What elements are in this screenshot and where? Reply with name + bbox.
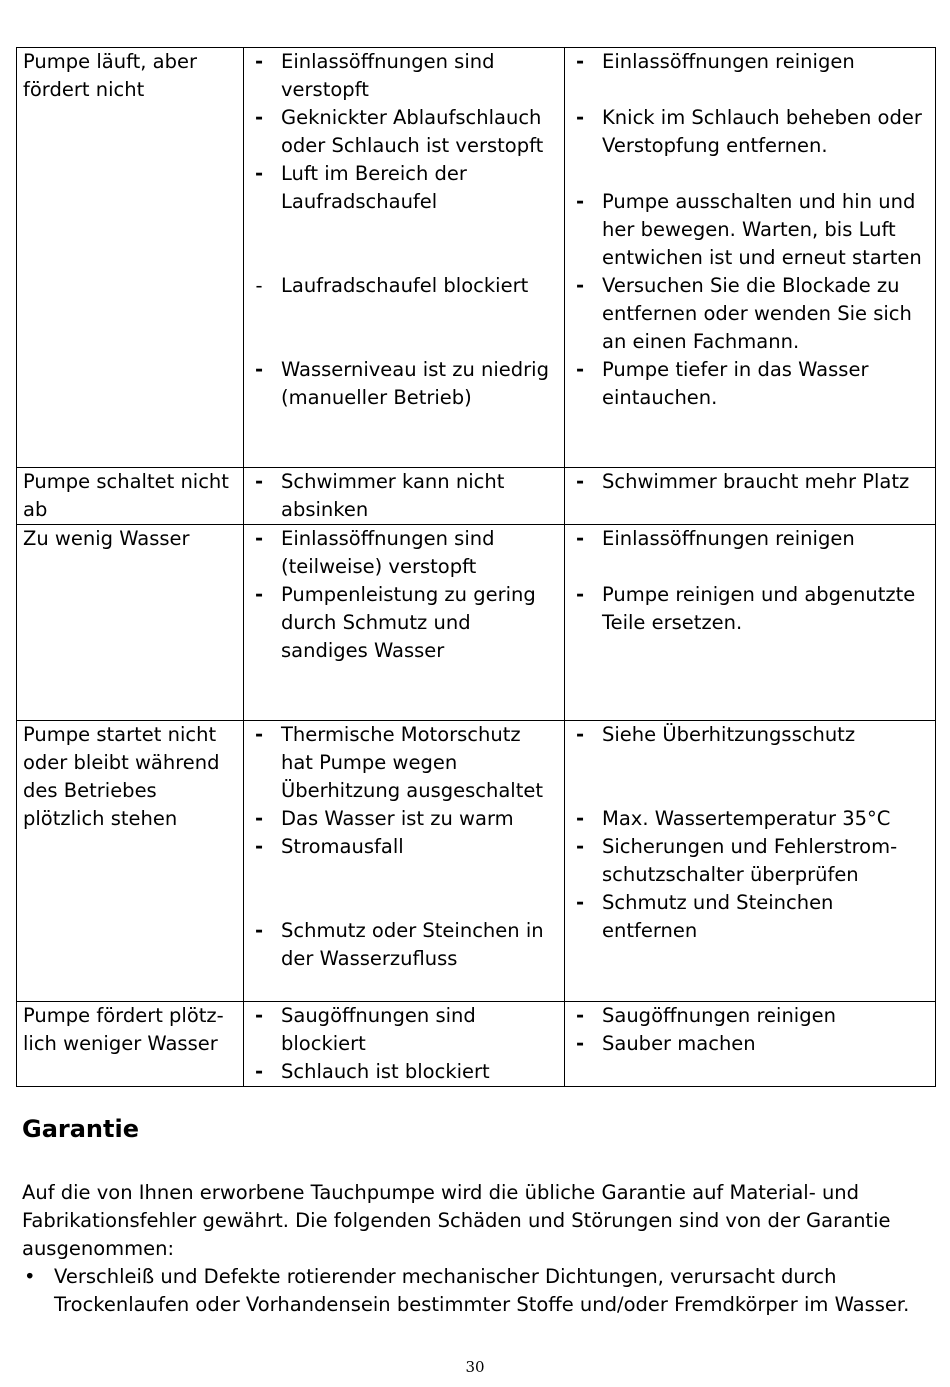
list-item: - Luft im Bereich der Laufradschaufel <box>250 160 558 216</box>
dash-marker: - <box>254 50 264 73</box>
remedy-list <box>571 721 929 945</box>
table-row <box>17 468 936 525</box>
symptom-cell: Pumpe fördert plötz-lich weniger Wasser <box>17 1002 244 1087</box>
dash-marker: - <box>254 162 264 185</box>
dash-marker: - <box>254 470 264 493</box>
list-item: - Stromausfall <box>250 833 558 861</box>
cause-cell <box>244 48 565 468</box>
dash-marker: - <box>254 807 264 830</box>
dash-marker: - <box>255 274 263 297</box>
list-item: - Knick im Schlauch beheben oder Verstopfung entfernen. <box>571 104 929 160</box>
list-item: - Thermische Motorschutz hat Pumpe wegen Überhitzung ausgeschaltet <box>250 721 558 805</box>
remedy-cell <box>565 525 936 721</box>
list-item: - Pumpe reinigen und abgenutzte Teile ersetzen. <box>571 581 929 637</box>
troubleshooting-table <box>16 47 936 1087</box>
symptom-cell: Pumpe schaltet nicht ab <box>17 468 244 525</box>
dash-marker: - <box>254 919 264 942</box>
table-row <box>17 1002 936 1087</box>
remedy-cell <box>565 468 936 525</box>
cause-list <box>250 468 558 524</box>
dash-marker: - <box>575 1004 585 1027</box>
cause-list <box>250 48 558 412</box>
cause-list <box>250 721 558 973</box>
dash-marker: - <box>575 723 585 746</box>
remedy-list <box>571 525 929 637</box>
list-item: - Wasserniveau ist zu niedrig (manueller Betrieb) <box>250 356 558 412</box>
list-item: - Laufradschaufel blockiert <box>250 272 558 300</box>
table-row <box>17 48 936 468</box>
list-item: - Versuchen Sie die Blockade zu entfernen oder wenden Sie sich an einen Fachmann. <box>571 272 929 356</box>
dash-marker: - <box>575 1032 585 1055</box>
list-item: - Schlauch ist blockiert <box>250 1058 558 1086</box>
cause-cell <box>244 525 565 721</box>
list-item: - Schwimmer kann nicht absinken <box>250 468 558 524</box>
list-item: - Pumpe tiefer in das Wasser eintauchen. <box>571 356 929 412</box>
section-heading: Garantie <box>22 1115 139 1143</box>
list-item: - Max. Wassertemperatur 35°C <box>571 805 929 833</box>
list-item: - Pumpe ausschalten und hin und her bewegen. Warten, bis Luft entwichen ist und erneut starten <box>571 188 929 272</box>
remedy-cell <box>565 721 936 1002</box>
cause-cell <box>244 721 565 1002</box>
list-item: - Einlassöffnungen sind verstopft <box>250 48 558 104</box>
list-item: - Saugöffnungen sind blockiert <box>250 1002 558 1058</box>
page-number: 30 <box>465 1358 485 1376</box>
list-item: - Schmutz und Steinchen entfernen <box>571 889 929 945</box>
dash-marker: - <box>254 835 264 858</box>
dash-marker: - <box>575 358 585 381</box>
list-item: - Sauber machen <box>571 1030 929 1058</box>
dash-marker: - <box>575 583 585 606</box>
dash-marker: - <box>575 527 585 550</box>
dash-marker: - <box>575 470 585 493</box>
cause-list <box>250 1002 558 1086</box>
cause-cell <box>244 468 565 525</box>
dash-marker: - <box>254 723 264 746</box>
dash-marker: - <box>575 807 585 830</box>
list-item: - Das Wasser ist zu warm <box>250 805 558 833</box>
table-row <box>17 721 936 1002</box>
symptom-cell: Pumpe läuft, aber fördert nicht <box>17 48 244 468</box>
table-row <box>17 525 936 721</box>
dash-marker: - <box>575 274 585 297</box>
list-item: - Einlassöffnungen reinigen <box>571 48 929 76</box>
guarantee-bullet-list <box>22 1263 932 1319</box>
list-item: - Sicherungen und Fehlerstrom-schutzschalter überprüfen <box>571 833 929 889</box>
dash-marker: - <box>254 583 264 606</box>
dash-marker: - <box>575 835 585 858</box>
dash-marker: - <box>575 106 585 129</box>
remedy-list <box>571 1002 929 1058</box>
list-item: - Siehe Überhitzungsschutz <box>571 721 929 749</box>
dash-marker: - <box>254 527 264 550</box>
dash-marker: - <box>254 358 264 381</box>
remedy-list <box>571 48 929 412</box>
list-item: - Einlassöffnungen reinigen <box>571 525 929 553</box>
cause-cell <box>244 1002 565 1087</box>
list-item: - Saugöffnungen reinigen <box>571 1002 929 1030</box>
list-item: - Einlassöffnungen sind (teilweise) verstopft <box>250 525 558 581</box>
remedy-cell <box>565 48 936 468</box>
list-item: - Geknickter Ablaufschlauch oder Schlauch ist verstopft <box>250 104 558 160</box>
cause-list <box>250 525 558 665</box>
dash-marker: - <box>254 1004 264 1027</box>
list-item: • Verschleiß und Defekte rotierender mechanischer Dichtungen, verursacht durch Trockenlaufen oder Vorhandensein bestimmter Stoffe und/oder Fremdkörper im Wasser. <box>24 1265 910 1316</box>
list-item: - Schwimmer braucht mehr Platz <box>571 468 929 496</box>
list-item: - Pumpenleistung zu gering durch Schmutz und sandiges Wasser <box>250 581 558 665</box>
remedy-cell <box>565 1002 936 1087</box>
guarantee-paragraph: Auf die von Ihnen erworbene Tauchpumpe wird die übliche Garantie auf Material- und Fabrikationsfehler gewährt. Die folgenden Schäden und Störungen sind von der Garantie ausgenommen: <box>22 1181 891 1260</box>
symptom-cell: Pumpe startet nicht oder bleibt während des Betriebes plötzlich stehen <box>17 721 244 1002</box>
list-item: - Schmutz oder Steinchen in der Wasserzufluss <box>250 917 558 973</box>
dash-marker: - <box>575 190 585 213</box>
dash-marker: - <box>575 50 585 73</box>
dash-marker: - <box>254 106 264 129</box>
dash-marker: - <box>254 1060 264 1083</box>
bullet-icon: • <box>24 1265 36 1288</box>
symptom-cell: Zu wenig Wasser <box>17 525 244 721</box>
dash-marker: - <box>575 891 585 914</box>
remedy-list <box>571 468 929 496</box>
